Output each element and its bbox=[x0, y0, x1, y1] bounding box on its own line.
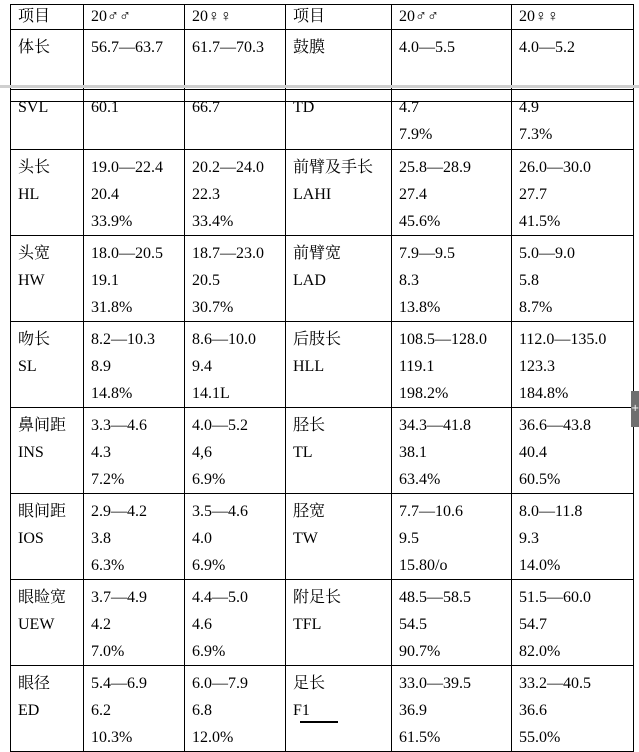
cell-line: 51.5—60.0 bbox=[519, 589, 591, 606]
cell-line: 33.0—39.5 bbox=[399, 675, 471, 692]
cell-line: 4.7 bbox=[399, 99, 419, 116]
side-expand-handle[interactable] bbox=[631, 391, 639, 427]
cell-line: 4.6 bbox=[192, 616, 212, 633]
cell-line: 60.1 bbox=[91, 99, 119, 116]
cell-line: 5.4—6.9 bbox=[91, 675, 147, 692]
cell-line: 6.9% bbox=[192, 557, 226, 574]
left-female-value-cell bbox=[185, 580, 286, 666]
cell-line: 头宽 bbox=[18, 245, 51, 262]
cell-line: 6.9% bbox=[192, 471, 226, 488]
right-label-cell bbox=[286, 90, 392, 150]
right-female-value-cell bbox=[512, 90, 634, 150]
cell-line: 198.2% bbox=[399, 385, 449, 402]
cell-line: 20.5 bbox=[192, 272, 220, 289]
cell-line: 13.8% bbox=[399, 299, 441, 316]
right-label-cell bbox=[286, 580, 392, 666]
cell-line: 头长 bbox=[18, 159, 51, 176]
cell-line: 22.3 bbox=[192, 186, 220, 203]
table-row bbox=[11, 494, 634, 580]
body-length-female: 61.7—70.3 bbox=[185, 30, 286, 102]
col-header-item: 项目 bbox=[11, 5, 84, 30]
cell-line: 4.0 bbox=[192, 530, 212, 547]
cell-line: 123.3 bbox=[519, 358, 555, 375]
cell-line: 7.0% bbox=[91, 643, 125, 660]
cell-line: 38.1 bbox=[399, 444, 427, 461]
cell-line: INS bbox=[18, 444, 44, 461]
label-tympanum: 鼓膜 bbox=[286, 30, 392, 102]
cell-line: 41.5% bbox=[519, 213, 561, 230]
right-male-value-cell bbox=[392, 580, 512, 666]
cell-line: LAD bbox=[293, 272, 326, 289]
table-row bbox=[11, 580, 634, 666]
cell-line: 119.1 bbox=[399, 358, 435, 375]
cell-line: 108.5—128.0 bbox=[399, 331, 487, 348]
left-male-value-cell bbox=[84, 150, 185, 236]
cell-line: 19.0—22.4 bbox=[91, 159, 163, 176]
cell-line: TFL bbox=[293, 616, 322, 633]
left-male-value-cell bbox=[84, 580, 185, 666]
right-label-cell bbox=[286, 494, 392, 580]
cell-line: 6.9% bbox=[192, 643, 226, 660]
column-header-row bbox=[11, 5, 634, 30]
right-female-value-cell bbox=[512, 322, 634, 408]
cell-line: 36.6—43.8 bbox=[519, 417, 591, 434]
right-label-cell bbox=[286, 150, 392, 236]
cell-line: 4.3 bbox=[91, 444, 111, 461]
cell-line: 4.2 bbox=[91, 616, 111, 633]
cell-line: 18.7—23.0 bbox=[192, 245, 264, 262]
right-label-cell bbox=[286, 408, 392, 494]
cell-line: 4.0—5.2 bbox=[192, 417, 248, 434]
cell-line: 33.2—40.5 bbox=[519, 675, 591, 692]
left-label-cell bbox=[11, 322, 84, 408]
left-male-value-cell bbox=[84, 90, 185, 150]
cell-line: 27.4 bbox=[399, 186, 427, 203]
cell-line: ED bbox=[18, 702, 40, 719]
cell-line: IOS bbox=[18, 530, 44, 547]
left-female-value-cell bbox=[185, 90, 286, 150]
cell-line: 27.7 bbox=[519, 186, 547, 203]
tympanum-female: 4.0—5.2 bbox=[512, 30, 634, 102]
measurements-body bbox=[11, 90, 634, 752]
cell-line: SL bbox=[18, 358, 37, 375]
cell-line: 66.7 bbox=[192, 99, 220, 116]
cell-line: 54.5 bbox=[399, 616, 427, 633]
cell-line: 60.5% bbox=[519, 471, 561, 488]
col-header-female-2: 20♀♀ bbox=[512, 5, 634, 30]
cell-line: 8.6—10.0 bbox=[192, 331, 256, 348]
left-label-cell bbox=[11, 150, 84, 236]
cell-line: 眼睑宽 bbox=[18, 589, 67, 606]
cell-line: 30.7% bbox=[192, 299, 234, 316]
body-length-male: 56.7—63.7 bbox=[84, 30, 185, 102]
right-female-value-cell bbox=[512, 666, 634, 752]
cell-line: LAHI bbox=[293, 186, 332, 203]
left-female-value-cell bbox=[185, 150, 286, 236]
cell-line: 前臂及手长 bbox=[293, 159, 374, 176]
right-label-cell bbox=[286, 666, 392, 752]
cell-line: 112.0—135.0 bbox=[519, 331, 607, 348]
left-label-cell bbox=[11, 494, 84, 580]
cell-line: 8.2—10.3 bbox=[91, 331, 155, 348]
cell-line: 14.8% bbox=[91, 385, 133, 402]
cell-line: 90.7% bbox=[399, 643, 441, 660]
cell-line: 54.7 bbox=[519, 616, 547, 633]
cell-line: 8.9 bbox=[91, 358, 111, 375]
cell-line: 40.4 bbox=[519, 444, 547, 461]
bottom-edge-mark bbox=[300, 721, 338, 723]
table-row bbox=[11, 322, 634, 408]
cell-line: 48.5—58.5 bbox=[399, 589, 471, 606]
cell-line: 后肢长 bbox=[293, 331, 342, 348]
cell-line: 前臂宽 bbox=[293, 245, 342, 262]
cell-line: 6.0—7.9 bbox=[192, 675, 248, 692]
cell-line: 9.3 bbox=[519, 530, 539, 547]
cell-line: 3.7—4.9 bbox=[91, 589, 147, 606]
left-label-cell bbox=[11, 408, 84, 494]
right-female-value-cell bbox=[512, 494, 634, 580]
cell-line: 33.4% bbox=[192, 213, 234, 230]
cell-line: F1 bbox=[293, 702, 310, 719]
right-male-value-cell bbox=[392, 90, 512, 150]
cell-line: 眼径 bbox=[18, 675, 51, 692]
cell-line: 8.0—11.8 bbox=[519, 503, 583, 520]
cell-line: 5.8 bbox=[519, 272, 539, 289]
right-male-value-cell bbox=[392, 494, 512, 580]
cell-line: 足长 bbox=[293, 675, 326, 692]
cell-line: 55.0% bbox=[519, 729, 561, 746]
cell-line: HL bbox=[18, 186, 40, 203]
cell-line: 6.2 bbox=[91, 702, 111, 719]
cell-line: HW bbox=[18, 272, 45, 289]
left-male-value-cell bbox=[84, 666, 185, 752]
cell-line: 26.0—30.0 bbox=[519, 159, 591, 176]
col-header-male: 20♂♂ bbox=[84, 5, 185, 30]
col-header-item-2: 项目 bbox=[286, 5, 392, 30]
left-label-cell bbox=[11, 666, 84, 752]
cell-line: 36.9 bbox=[399, 702, 427, 719]
left-female-value-cell bbox=[185, 408, 286, 494]
cell-line: 63.4% bbox=[399, 471, 441, 488]
cell-line: UEW bbox=[18, 616, 55, 633]
measurements-table bbox=[10, 89, 634, 752]
left-female-value-cell bbox=[185, 322, 286, 408]
cell-line: 34.3—41.8 bbox=[399, 417, 471, 434]
cell-line: 眼间距 bbox=[18, 503, 67, 520]
cell-line: 36.6 bbox=[519, 702, 547, 719]
cell-line: HLL bbox=[293, 358, 325, 375]
cell-line: 14.1L bbox=[192, 385, 230, 402]
cell-line: 10.3% bbox=[91, 729, 133, 746]
cell-line: 8.7% bbox=[519, 299, 553, 316]
right-female-value-cell bbox=[512, 580, 634, 666]
cell-line: 12.0% bbox=[192, 729, 234, 746]
cell-line: 3.8 bbox=[91, 530, 111, 547]
cell-line: SVL bbox=[18, 99, 49, 116]
col-header-female: 20♀♀ bbox=[185, 5, 286, 30]
right-male-value-cell bbox=[392, 322, 512, 408]
table-row bbox=[11, 90, 634, 150]
right-label-cell bbox=[286, 322, 392, 408]
table-row bbox=[11, 150, 634, 236]
left-male-value-cell bbox=[84, 236, 185, 322]
right-female-value-cell bbox=[512, 236, 634, 322]
cell-line: 45.6% bbox=[399, 213, 441, 230]
cell-line: 4,6 bbox=[192, 444, 212, 461]
cell-line: 18.0—20.5 bbox=[91, 245, 163, 262]
cell-line: 3.5—4.6 bbox=[192, 503, 248, 520]
cell-line: 7.2% bbox=[91, 471, 125, 488]
left-label-cell bbox=[11, 236, 84, 322]
left-female-value-cell bbox=[185, 236, 286, 322]
cell-line: 31.8% bbox=[91, 299, 133, 316]
cell-line: 7.9—9.5 bbox=[399, 245, 455, 262]
left-female-value-cell bbox=[185, 494, 286, 580]
cell-line: 7.9% bbox=[399, 126, 433, 143]
right-male-value-cell bbox=[392, 150, 512, 236]
cell-line: 2.9—4.2 bbox=[91, 503, 147, 520]
cell-line: 7.3% bbox=[519, 126, 553, 143]
right-male-value-cell bbox=[392, 236, 512, 322]
cell-line: 4.9 bbox=[519, 99, 539, 116]
right-male-value-cell bbox=[392, 666, 512, 752]
cell-line: 3.3—4.6 bbox=[91, 417, 147, 434]
cell-line: 5.0—9.0 bbox=[519, 245, 575, 262]
cell-line: 184.8% bbox=[519, 385, 569, 402]
tympanum-male: 4.0—5.5 bbox=[392, 30, 512, 102]
cell-line: 61.5% bbox=[399, 729, 441, 746]
right-male-value-cell bbox=[392, 408, 512, 494]
cell-line: TW bbox=[293, 530, 318, 547]
cell-line: 6.3% bbox=[91, 557, 125, 574]
label-body-length: 体长 bbox=[11, 30, 84, 102]
cell-line: 附足长 bbox=[293, 589, 342, 606]
left-female-value-cell bbox=[185, 666, 286, 752]
table-row bbox=[11, 236, 634, 322]
left-male-value-cell bbox=[84, 494, 185, 580]
cell-line: 4.4—5.0 bbox=[192, 589, 248, 606]
cell-line: 吻长 bbox=[18, 331, 51, 348]
cell-line: 9.4 bbox=[192, 358, 212, 375]
cell-line: 鼻间距 bbox=[18, 417, 67, 434]
left-male-value-cell bbox=[84, 322, 185, 408]
cell-line: 胫宽 bbox=[293, 503, 326, 520]
cell-line: TL bbox=[293, 444, 313, 461]
left-label-cell bbox=[11, 580, 84, 666]
cell-line: 9.5 bbox=[399, 530, 419, 547]
page-break-band bbox=[0, 85, 639, 88]
cell-line: 7.7—10.6 bbox=[399, 503, 463, 520]
cell-line: 20.2—24.0 bbox=[192, 159, 264, 176]
right-female-value-cell bbox=[512, 150, 634, 236]
cell-line: 19.1 bbox=[91, 272, 119, 289]
cell-line: TD bbox=[293, 99, 315, 116]
cell-line: 15.80/o bbox=[399, 557, 448, 574]
plus-icon: + bbox=[631, 403, 639, 414]
left-label-cell bbox=[11, 90, 84, 150]
cell-line: 33.9% bbox=[91, 213, 133, 230]
cell-line: 8.3 bbox=[399, 272, 419, 289]
col-header-male-2: 20♂♂ bbox=[392, 5, 512, 30]
table-row bbox=[11, 408, 634, 494]
right-female-value-cell bbox=[512, 408, 634, 494]
cell-line: 25.8—28.9 bbox=[399, 159, 471, 176]
cell-line: 胫长 bbox=[293, 417, 326, 434]
cell-line: 14.0% bbox=[519, 557, 561, 574]
table-row bbox=[11, 666, 634, 752]
left-male-value-cell bbox=[84, 408, 185, 494]
cell-line: 20.4 bbox=[91, 186, 119, 203]
cell-line: 6.8 bbox=[192, 702, 212, 719]
right-label-cell bbox=[286, 236, 392, 322]
cell-line: 82.0% bbox=[519, 643, 561, 660]
